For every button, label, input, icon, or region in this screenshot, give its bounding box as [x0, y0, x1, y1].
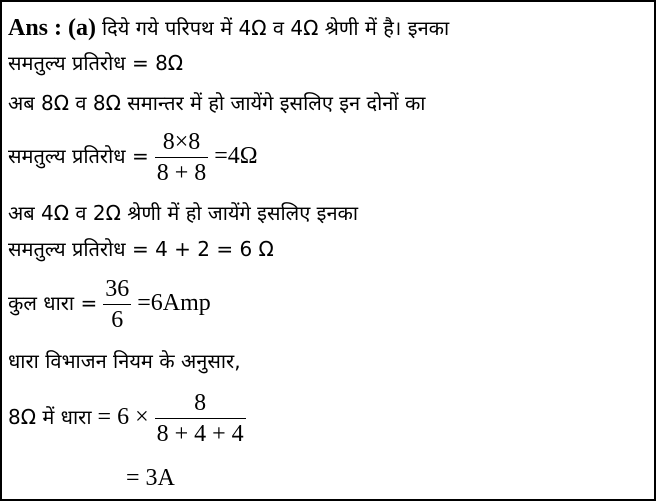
line-4-prefix: समतुल्य प्रतिरोध =	[8, 144, 149, 169]
answer-line-1-text: दिये गये परिपथ में 4Ω व 4Ω श्रेणी में है। इनका	[102, 16, 450, 40]
fraction-8-over-16	[155, 388, 246, 449]
answer-line-9	[8, 388, 246, 449]
answer-line-2: समतुल्य प्रतिरोध = 8Ω	[8, 51, 184, 75]
answer-line-4	[8, 127, 258, 188]
answer-line-3: अब 8Ω व 8Ω समान्तर में हो जायेंगे इसलिए इन दोनों का	[8, 91, 426, 115]
fraction-numerator: 8×8	[162, 129, 201, 155]
answer-line-6: समतुल्य प्रतिरोध = 4 + 2 = 6 Ω	[8, 237, 274, 261]
fraction-8x8-over-8plus8	[155, 127, 209, 188]
fraction-numerator: 8	[194, 390, 207, 416]
answer-line-10: = 3A	[126, 465, 175, 491]
answer-line-5: अब 4Ω व 2Ω श्रेणी में हो जायेंगे इसलिए इनका	[8, 201, 359, 225]
fraction-denominator: 8 + 4 + 4	[155, 418, 246, 449]
fraction-36-over-6	[103, 274, 131, 335]
fraction-denominator: 6	[103, 304, 131, 335]
line-4-result: =4Ω	[214, 143, 258, 170]
line-9-prefix: 8Ω में धारा	[8, 405, 92, 430]
answer-label: Ans :	[8, 15, 63, 41]
answer-line-7	[8, 274, 211, 335]
fraction-numerator: 36	[105, 276, 130, 302]
fraction-denominator: 8 + 8	[155, 157, 209, 188]
line-7-prefix: कुल धारा =	[8, 291, 98, 316]
answer-line-8: धारा विभाजन नियम के अनुसार,	[8, 349, 241, 373]
answer-line-1	[8, 14, 449, 42]
answer-option: (a)	[68, 15, 96, 41]
line-9-mid: = 6 ×	[97, 404, 149, 431]
line-7-result: =6Amp	[137, 290, 211, 317]
